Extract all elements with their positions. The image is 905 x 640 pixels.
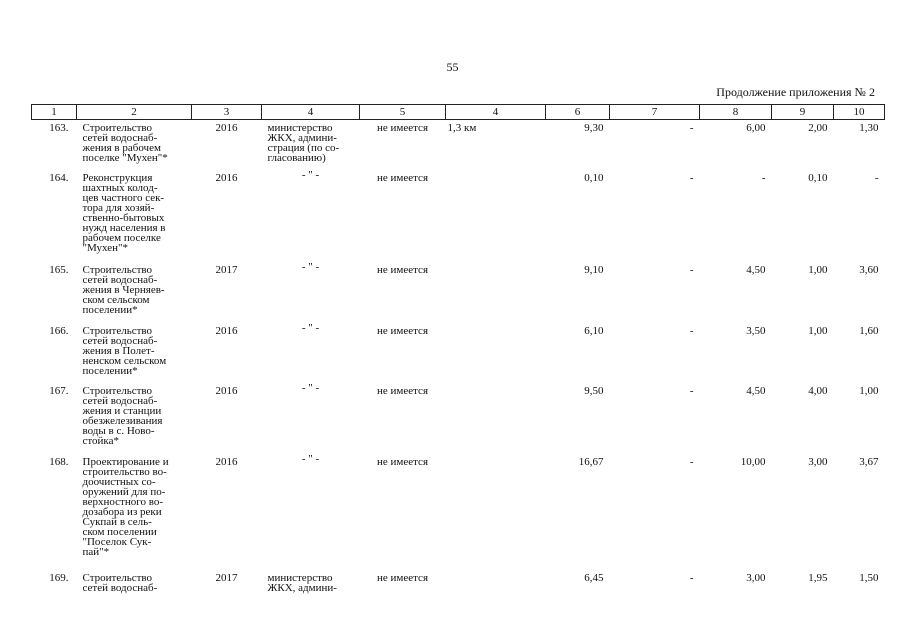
value-col-10: 1,00	[859, 384, 879, 397]
table-row	[32, 120, 885, 170]
project-name-line: жения в Черняев-	[82, 283, 165, 296]
column-header: 8	[700, 105, 772, 120]
row-number: 167.	[49, 384, 69, 397]
value-col-6: 9,10	[584, 263, 604, 276]
row-number: 168.	[49, 455, 69, 468]
project-name-line: ском поселении	[82, 525, 157, 538]
project-name-line: поселении*	[82, 364, 138, 377]
responsible-org	[262, 323, 360, 383]
project-name-line: Реконструкция	[82, 171, 153, 184]
responsible-org-line: ЖКХ, админи-	[267, 581, 337, 594]
project-name-line: шахтных колод-	[82, 181, 158, 194]
table-header	[32, 105, 885, 120]
project-name-line: сетей водоснаб-	[82, 394, 158, 407]
responsible-org-line: - " -	[301, 260, 320, 273]
value-col-8: 10,00	[740, 455, 766, 468]
value-col-6: 9,50	[584, 384, 604, 397]
project-name-line: ненском сельском	[82, 354, 167, 367]
status: не имеется	[376, 455, 428, 468]
column-header: 7	[610, 105, 700, 120]
project-name-line: тора для хозяй-	[82, 201, 155, 214]
page-number: 55	[446, 60, 459, 74]
distance	[446, 383, 546, 454]
value-col-6: 9,30	[584, 122, 604, 134]
header-row	[32, 105, 885, 120]
table-body	[32, 120, 885, 610]
responsible-org-line: - " -	[301, 168, 320, 181]
status: не имеется	[376, 571, 428, 584]
responsible-org	[262, 170, 360, 262]
project-name-line: Проектирование и	[82, 455, 169, 468]
responsible-org-line: - " -	[301, 381, 320, 394]
project-name-line: пай"*	[82, 545, 110, 558]
project-name-line: поселке "Мухен"*	[82, 152, 168, 164]
row-number: 164.	[49, 171, 69, 184]
project-name-line: "Мухен"*	[82, 241, 128, 254]
project-name	[77, 570, 192, 610]
project-name-line: Строительство	[82, 384, 153, 397]
project-name	[77, 454, 192, 570]
column-header: 4	[446, 105, 546, 120]
column-header: 2	[77, 105, 192, 120]
project-name-line: воды в с. Ново-	[82, 424, 155, 437]
project-name-line: цев частного сек-	[82, 191, 165, 204]
table-row	[32, 454, 885, 570]
value-col-10: 3,67	[859, 455, 879, 468]
value-col-8: 3,00	[746, 571, 766, 584]
project-name-line: Строительство	[82, 571, 153, 584]
value-col-8: -	[761, 171, 766, 184]
year: 2016	[215, 171, 238, 184]
value-col-6: 16,67	[578, 455, 604, 468]
value-col-7: -	[689, 384, 694, 397]
value-col-9: 3,00	[808, 455, 828, 468]
project-name-line: ственно-бытовых	[82, 211, 165, 224]
project-name-line: ском сельском	[82, 293, 150, 306]
value-col-6: 6,45	[584, 571, 604, 584]
responsible-org	[262, 120, 360, 170]
project-name	[77, 323, 192, 383]
project-name-line: сетей водоснаб-	[82, 334, 158, 347]
row-number: 165.	[49, 263, 69, 276]
year: 2016	[215, 324, 238, 337]
project-name-line: Строительство	[82, 263, 153, 276]
value-col-9: 1,00	[808, 263, 828, 276]
appendix-continuation-caption: Продолжение приложения № 2	[716, 85, 875, 99]
project-name-line: дозабора из реки	[82, 505, 162, 518]
table-row	[32, 383, 885, 454]
project-name-line: "Поселок Сук-	[82, 535, 152, 548]
project-name-line: верхностного во-	[82, 495, 164, 508]
value-col-10: -	[874, 171, 879, 184]
responsible-org-line: страция (по со-	[267, 142, 340, 154]
responsible-org-line: гласованию)	[267, 152, 326, 164]
column-header: 5	[360, 105, 446, 120]
value-col-10: 1,60	[859, 324, 879, 337]
project-name-line: строительство во-	[82, 465, 167, 478]
value-col-9: 4,00	[808, 384, 828, 397]
project-name-line: сетей водоснаб-	[82, 581, 158, 594]
project-name-line: жения и станции	[82, 404, 162, 417]
column-header: 10	[834, 105, 885, 120]
project-name-line: оружений для по-	[82, 485, 166, 498]
responsible-org	[262, 454, 360, 570]
status: не имеется	[376, 263, 428, 276]
year: 2016	[215, 122, 238, 134]
value-col-9: 1,95	[808, 571, 828, 584]
value-col-10: 1,50	[859, 571, 879, 584]
year: 2016	[215, 384, 238, 397]
year: 2017	[215, 571, 238, 584]
value-col-7: -	[689, 324, 694, 337]
value-col-8: 6,00	[746, 122, 766, 134]
responsible-org	[262, 262, 360, 323]
responsible-org	[262, 383, 360, 454]
responsible-org-line: - " -	[301, 452, 320, 465]
table-row	[32, 262, 885, 323]
project-name-line: стойка*	[82, 434, 119, 447]
value-col-7: -	[689, 571, 694, 584]
project-name-line: Строительство	[82, 122, 153, 134]
project-name	[77, 383, 192, 454]
table-row	[32, 170, 885, 262]
status: не имеется	[376, 384, 428, 397]
table-row	[32, 323, 885, 383]
responsible-org-line: - " -	[301, 321, 320, 334]
appendix-table	[31, 104, 885, 610]
responsible-org-line: министерство	[267, 122, 333, 134]
project-name-line: доочистных со-	[82, 475, 156, 488]
status: не имеется	[376, 324, 428, 337]
value-col-7: -	[689, 122, 694, 134]
project-name	[77, 170, 192, 262]
value-col-9: 2,00	[808, 122, 828, 134]
column-header: 1	[32, 105, 77, 120]
row-number: 169.	[49, 571, 69, 584]
project-name-line: жения в рабочем	[82, 142, 161, 154]
project-name-line: жения в Полет-	[82, 344, 155, 357]
project-name-line: Строительство	[82, 324, 153, 337]
row-number: 166.	[49, 324, 69, 337]
year: 2017	[215, 263, 238, 276]
distance	[446, 454, 546, 570]
value-col-6: 6,10	[584, 324, 604, 337]
column-header: 4	[262, 105, 360, 120]
project-name-line: рабочем поселке	[82, 231, 161, 244]
value-col-10: 3,60	[859, 263, 879, 276]
value-col-8: 4,50	[746, 384, 766, 397]
value-col-7: -	[689, 263, 694, 276]
distance: 1,3 км	[447, 122, 477, 134]
value-col-6: 0,10	[584, 171, 604, 184]
project-name-line: сетей водоснаб-	[82, 132, 158, 144]
column-header: 6	[546, 105, 610, 120]
value-col-7: -	[689, 171, 694, 184]
value-col-9: 0,10	[808, 171, 828, 184]
distance	[446, 323, 546, 383]
value-col-9: 1,00	[808, 324, 828, 337]
year: 2016	[215, 455, 238, 468]
column-header: 9	[772, 105, 834, 120]
responsible-org	[262, 570, 360, 610]
responsible-org-line: ЖКХ, админи-	[267, 132, 337, 144]
project-name-line: обезжелезивания	[82, 414, 163, 427]
status: не имеется	[376, 122, 428, 134]
project-name	[77, 120, 192, 170]
table-row	[32, 570, 885, 610]
status: не имеется	[376, 171, 428, 184]
value-col-7: -	[689, 455, 694, 468]
value-col-8: 4,50	[746, 263, 766, 276]
row-number: 163.	[49, 122, 69, 134]
distance	[446, 570, 546, 610]
value-col-10: 1,30	[859, 122, 879, 134]
responsible-org-line: министерство	[267, 571, 333, 584]
project-name-line: поселении*	[82, 303, 138, 316]
distance	[446, 170, 546, 262]
project-name-line: нужд населения в	[82, 221, 166, 234]
project-name-line: Сукпай в сель-	[82, 515, 152, 528]
value-col-8: 3,50	[746, 324, 766, 337]
distance	[446, 262, 546, 323]
project-name-line: сетей водоснаб-	[82, 273, 158, 286]
column-header: 3	[192, 105, 262, 120]
project-name	[77, 262, 192, 323]
